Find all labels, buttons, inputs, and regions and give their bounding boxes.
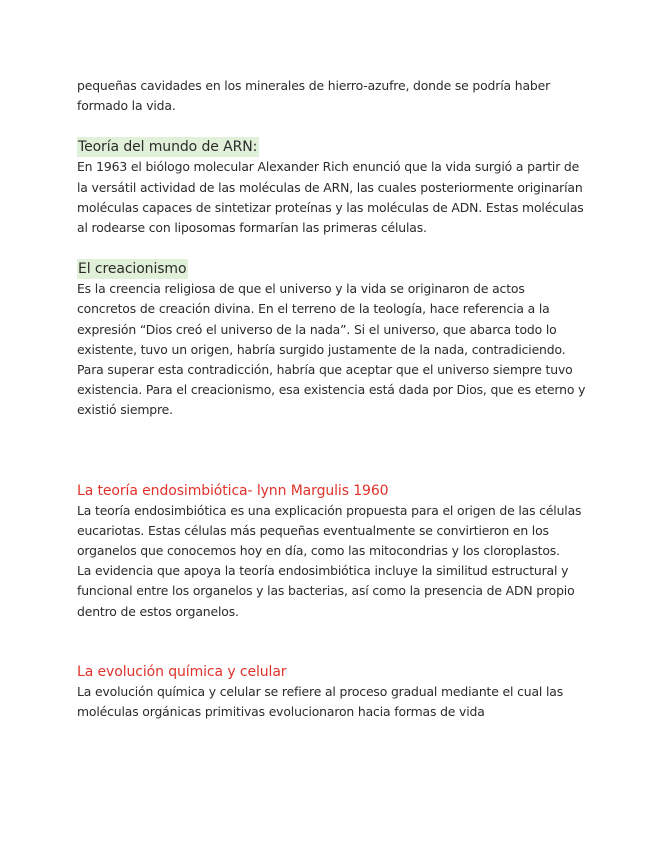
evolucion-heading: La evolución química y celular [77,663,287,680]
endosimbiotica-paragraph-1: La teoría endosimbiótica es una explicación propuesta para el origen de las células eucariotas. Estas células más pequeñas eventualmente se convirtieron en los organelos que conocemos hoy en día, como las mitocondrias y los cloroplastos. [77,502,582,559]
creacionismo-paragraph: Es la creencia religiosa de que el universo y la vida se originaron de actos concretos de creación divina. En el terreno de la teología, hace referencia a la expresión “Dios creó el universo de la nada”. Si el universo, que abarca todo lo existente, tuvo un origen, habría surgido justamente de la nada, contradiciendo. Para superar esta contradicción, habría que aceptar que el universo siempre tuvo existencia. Para el creacionismo, esa existencia está dada por Dios, que es eterno y existió siempre. [77,281,586,418]
document-page [77,76,587,722]
arn-paragraph: En 1963 el biólogo molecular Alexander Rich enunció que la vida surgió a partir de la versátil actividad de las moléculas de ARN, las cuales posteriormente originarían moléculas capaces de sintetizar proteínas y las moléculas de ADN. Estas moléculas al rodearse con liposomas formarían las primeras células. [77,159,584,236]
arn-heading: Teoría del mundo de ARN: [78,139,258,156]
section-endosimbiotica [77,481,587,622]
section-arn [77,136,587,238]
section-creacionismo [77,258,587,420]
intro-paragraph: pequeñas cavidades en los minerales de hierro-azufre, donde se podría haber formado la vida. [77,78,551,114]
evolucion-paragraph: La evolución química y celular se refiere al proceso gradual mediante el cual las moléculas orgánicas primitivas evolucionaron hacia formas de vida [77,683,564,720]
section-evolucion [77,662,587,722]
endosimbiotica-paragraph-2: La evidencia que apoya la teoría endosimbiótica incluye la similitud estructural y funcional entre los organelos y las bacterias, así como la presencia de ADN propio dentro de estos organelos. [77,563,575,619]
endosimbiotica-heading: La teoría endosimbiótica- lynn Margulis 1960 [77,482,389,499]
creacionismo-heading: El creacionismo [78,261,187,278]
